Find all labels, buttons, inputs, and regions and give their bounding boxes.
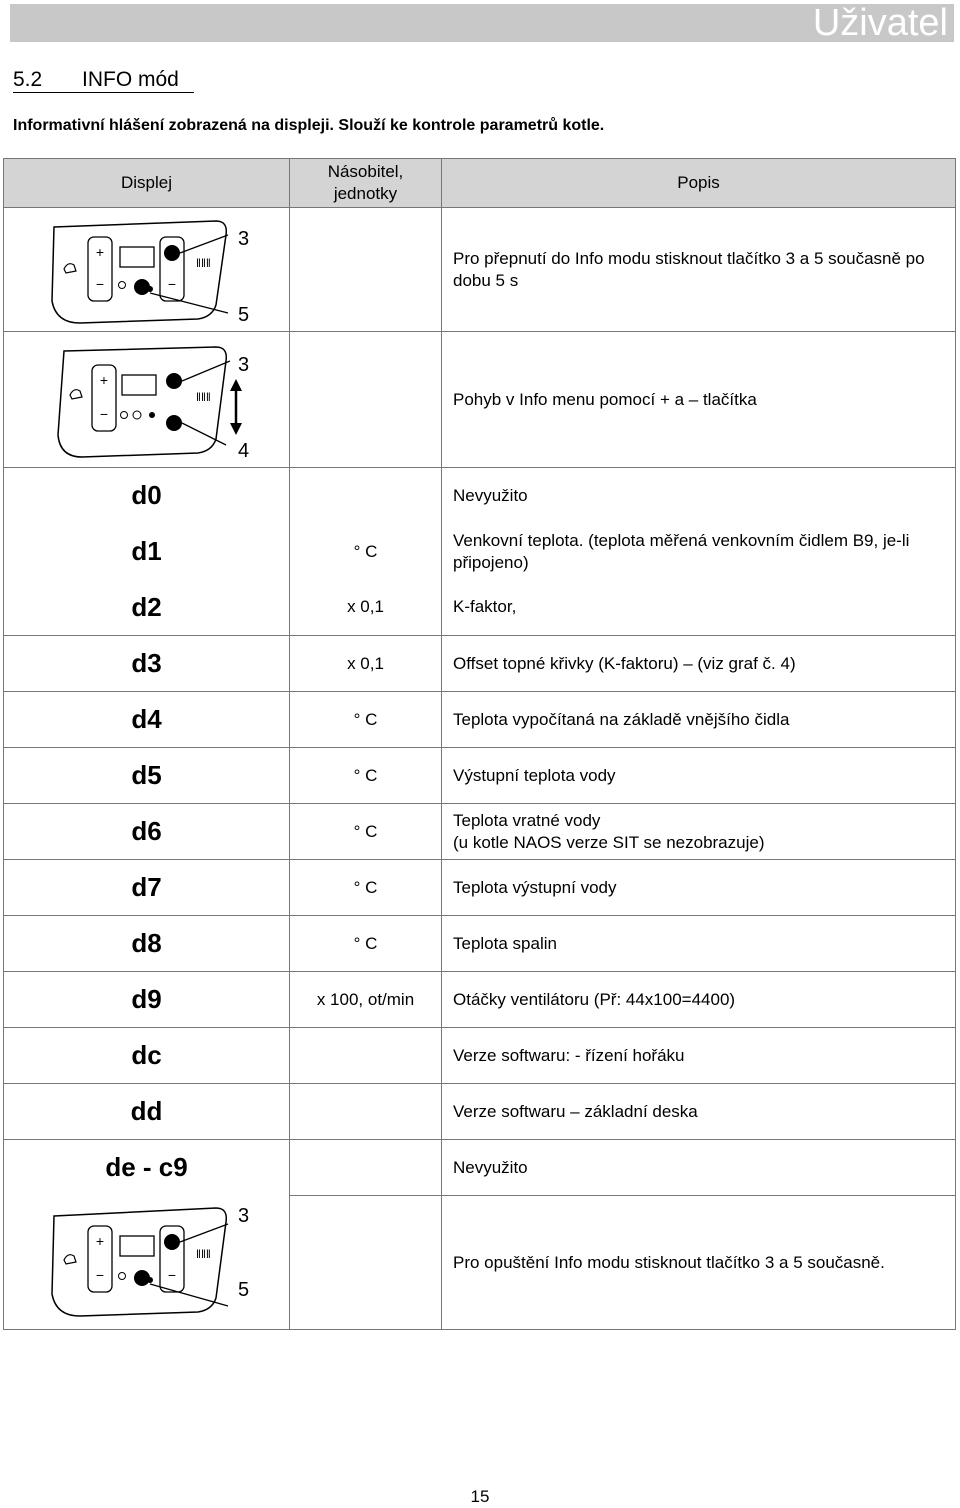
panel-row-exit [4, 1196, 956, 1330]
row-unit [290, 1028, 442, 1084]
page-number: 15 [470, 1487, 490, 1506]
table-row [4, 692, 956, 748]
svg-text:−: − [99, 405, 109, 422]
row-unit [290, 468, 442, 524]
header-unit-text: Násobitel, jednotky [327, 162, 404, 203]
control-panel-diagram [4, 333, 290, 467]
gear-icon [119, 281, 126, 288]
row-code: dc [4, 1028, 290, 1084]
row-desc: K-faktor, [442, 580, 956, 636]
row-code: d9 [4, 972, 290, 1028]
row-desc: Teplota vypočítaná na základě vnějšího čidla [442, 692, 956, 748]
panel-cell-navigate [4, 332, 290, 468]
control-panel-enter [4, 209, 290, 331]
table-row [4, 524, 956, 580]
gear-icon [121, 411, 128, 418]
table-row [4, 580, 956, 636]
panel-cell-exit [4, 1196, 290, 1330]
control-panel-diagram [4, 1196, 290, 1328]
header-band [10, 4, 954, 42]
row-code: d5 [4, 748, 290, 804]
label-top: 3 [238, 227, 250, 250]
header-display: Displej [4, 159, 290, 208]
panel-unit-enter [290, 208, 442, 332]
tap-icon [64, 1255, 76, 1264]
table-header-row [4, 159, 956, 208]
row-code: d8 [4, 916, 290, 972]
label-top: 3 [238, 353, 250, 376]
label-top: 3 [238, 1205, 250, 1228]
row-desc: Verze softwaru: - řízení hořáku [442, 1028, 956, 1084]
table-row [4, 748, 956, 804]
panel-desc-navigate: Pohyb v Info menu pomocí + a – tlačítka [442, 332, 956, 468]
table-row [4, 860, 956, 916]
info-rows [4, 468, 956, 1196]
tap-icon [64, 263, 76, 272]
row-unit: ° C [290, 692, 442, 748]
row-desc: Verze softwaru – základní deska [442, 1084, 956, 1140]
section-number: 5.2 [13, 68, 43, 91]
section-title: INFO mód [82, 68, 179, 91]
table-row [4, 468, 956, 524]
row-unit: ° C [290, 916, 442, 972]
row-unit: ° C [290, 748, 442, 804]
panel-cell-enter [4, 208, 290, 332]
control-panel-navigate [4, 333, 290, 467]
table-row [4, 972, 956, 1028]
svg-text:−: − [167, 275, 177, 292]
row-code: d1 [4, 524, 290, 580]
svg-text:‖‖‖: ‖‖‖ [196, 1247, 211, 1262]
header-title: Uživatel [812, 2, 948, 44]
svg-text:+: + [95, 243, 105, 260]
row-code: dd [4, 1084, 290, 1140]
section-underline [13, 92, 194, 93]
row-desc: Offset topné křivky (K-faktoru) – (viz graf č. 4) [442, 636, 956, 692]
label-bottom: 5 [238, 1279, 250, 1302]
row-code: de - c9 [4, 1140, 290, 1196]
button-5 [134, 1270, 150, 1286]
table-row [4, 1084, 956, 1140]
tap-icon [70, 389, 82, 398]
header-unit [290, 159, 442, 208]
label-bottom: 4 [238, 439, 250, 462]
svg-text:‖‖‖: ‖‖‖ [196, 389, 211, 404]
row-code: d6 [4, 804, 290, 860]
row-code: d7 [4, 860, 290, 916]
button-4 [166, 415, 182, 431]
gear-icon [119, 1273, 126, 1280]
row-code: d2 [4, 580, 290, 636]
row-unit: x 0,1 [290, 580, 442, 636]
button-5 [134, 279, 150, 295]
row-unit: ° C [290, 804, 442, 860]
svg-text:−: − [95, 275, 105, 292]
display-window [120, 247, 154, 267]
table-row [4, 636, 956, 692]
row-unit [290, 1084, 442, 1140]
row-unit: ° C [290, 860, 442, 916]
row-unit [290, 1140, 442, 1196]
row-code: d0 [4, 468, 290, 524]
svg-text:+: + [95, 1233, 105, 1250]
panel-unit-exit [290, 1196, 442, 1330]
power-icon [133, 411, 141, 419]
label-bottom: 5 [238, 303, 250, 326]
button-3 [166, 373, 182, 389]
control-panel-exit [4, 1196, 290, 1328]
table-row [4, 1028, 956, 1084]
button-3 [164, 245, 180, 261]
svg-text:‖‖‖: ‖‖‖ [196, 255, 211, 270]
row-desc: Teplota vratné vody (u kotle NAOS verze SIT se nezobrazuje) [442, 804, 956, 860]
panel-desc-enter: Pro přepnutí do Info modu stisknout tlačítko 3 a 5 současně po dobu 5 s [442, 208, 956, 332]
row-desc: Teplota výstupní vody [442, 860, 956, 916]
panel-row-navigate [4, 332, 956, 468]
svg-text:−: − [95, 1267, 105, 1284]
row-unit: x 100, ot/min [290, 972, 442, 1028]
button-3 [164, 1234, 180, 1250]
row-unit: x 0,1 [290, 636, 442, 692]
display-window [122, 375, 156, 395]
row-code: d4 [4, 692, 290, 748]
display-window [120, 1236, 154, 1256]
table-row [4, 916, 956, 972]
header-desc: Popis [442, 159, 956, 208]
row-desc: Nevyužito [442, 468, 956, 524]
panel-row-enter [4, 208, 956, 332]
row-unit: ° C [290, 524, 442, 580]
row-desc: Výstupní teplota vody [442, 748, 956, 804]
row-desc: Teplota spalin [442, 916, 956, 972]
panel-desc-exit: Pro opuštění Info modu stisknout tlačítko 3 a 5 současně. [442, 1196, 956, 1330]
svg-text:+: + [99, 371, 109, 388]
table-row [4, 1140, 956, 1196]
intro-text: Informativní hlášení zobrazená na displeji. Slouží ke kontrole parametrů kotle. [13, 117, 605, 134]
row-code: d3 [4, 636, 290, 692]
control-panel-diagram [4, 209, 290, 331]
info-table [3, 158, 956, 1330]
svg-text:−: − [167, 1267, 177, 1284]
row-desc: Otáčky ventilátoru (Př: 44x100=4400) [442, 972, 956, 1028]
table-row [4, 804, 956, 860]
row-desc: Nevyužito [442, 1140, 956, 1196]
panel-unit-navigate [290, 332, 442, 468]
row-desc: Venkovní teplota. (teplota měřená venkovním čidlem B9, je-li připojeno) [442, 524, 956, 580]
